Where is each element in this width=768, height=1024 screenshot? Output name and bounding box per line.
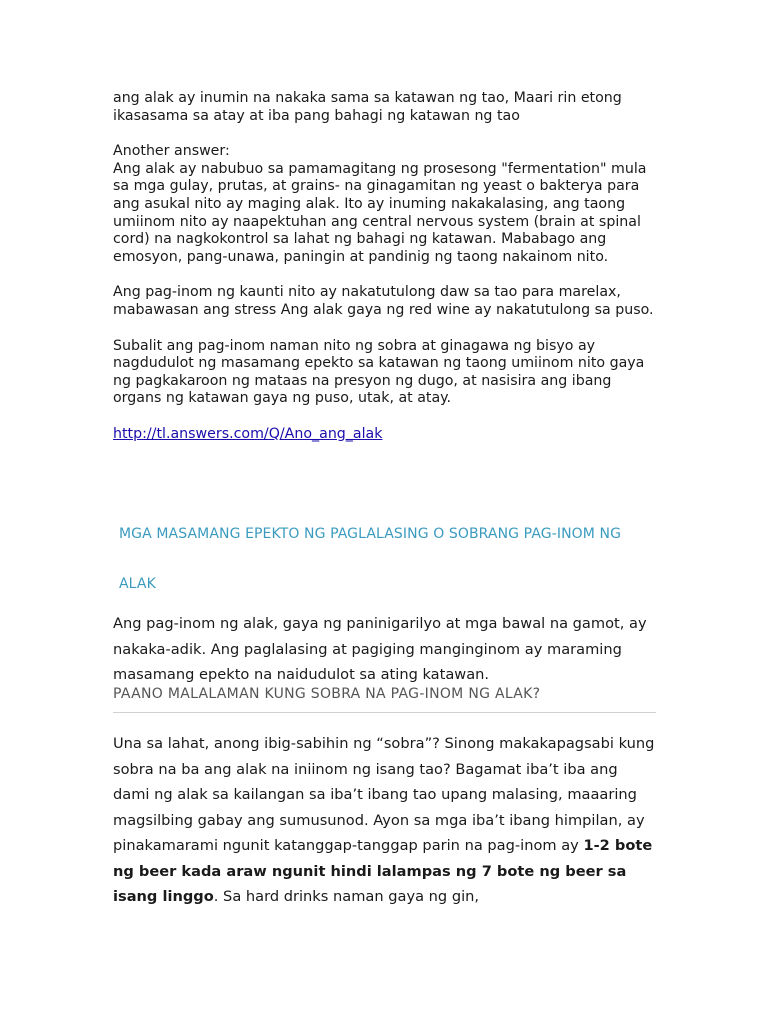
- source-link[interactable]: http://tl.answers.com/Q/Ano_ang_alak: [113, 425, 383, 442]
- document-page: [113, 90, 658, 444]
- section-heading-line1: MGA MASAMANG EPEKTO NG PAGLALASING O SOBRANG PAG-INOM NG: [119, 526, 622, 542]
- another-answer-block: [113, 143, 658, 266]
- section-heading-line2: ALAK: [119, 576, 156, 592]
- beer-limit-bold: 1-2 bote ng beer kada araw ngunit hindi lalampas ng 7 bote ng beer sa isang linggo: [113, 837, 653, 905]
- harm-paragraph: Subalit ang pag-inom naman nito ng sobra at ginagawa ng bisyo ay nagdudulot ng masamang epekto sa katawan ng taong umiinom nito gaya ng pagkakaroon ng mataas na presyon ng dugo, at nasisira ang ibang organs ng katawan gaya ng puso, utak, at atay.: [113, 337, 645, 407]
- divider: [113, 712, 656, 713]
- sobra-paragraph: [113, 731, 658, 910]
- another-answer-paragraph: Ang alak ay nabubuo sa pamamagitang ng prosesong "fermentation" mula sa mga gulay, prutas, at grains- na ginagamitan ng yeast o bakterya para ang asukal nito ay maging alak. Ito ay inuming nakakalasing, ang taong umiinom nito ay naapektuhan ang central nervous system (brain at spinal cord) na nagkokontrol sa lahat ng bahagi ng katawan. Mababago ang emosyon, pang-unawa, paningin at pandinig ng taong nakainom nito.: [113, 160, 647, 265]
- sobra-text-end: . Sa hard drinks naman gaya ng gin,: [213, 888, 480, 905]
- addiction-paragraph: Ang pag-inom ng alak, gaya ng paninigarilyo at mga bawal na gamot, ay nakaka-adik. Ang paglalasing at pagiging manginginom ay maraming masamang epekto na naidudulot sa ating katawan.: [113, 615, 647, 683]
- intro-paragraph: ang alak ay inumin na nakaka sama sa katawan ng tao, Maari rin etong ikasasama sa atay at iba pang bahagi ng katawan ng tao: [113, 90, 622, 124]
- sobra-text-start: Una sa lahat, anong ibig-sabihin ng “sobra”? Sinong makakapagsabi kung sobra na ba ang alak na iniinom ng isang tao? Bagamat iba’t iba ang dami ng alak sa kailangan sa iba’t ibang tao upang malasing, maaaring magsilbing gabay ang sumusunod. Ayon sa mga iba’t ibang himpilan, ay pinakamarami ngunit katanggap-tanggap parin na pag-inom ay: [113, 735, 655, 854]
- benefit-paragraph: Ang pag-inom ng kaunti nito ay nakatutulong daw sa tao para marelax, mabawasan ang stress Ang alak gaya ng red wine ay nakatutulong sa puso.: [113, 284, 654, 318]
- subheading: PAANO MALALAMAN KUNG SOBRA NA PAG-INOM NG ALAK?: [113, 686, 541, 702]
- another-answer-label: Another answer:: [113, 143, 230, 160]
